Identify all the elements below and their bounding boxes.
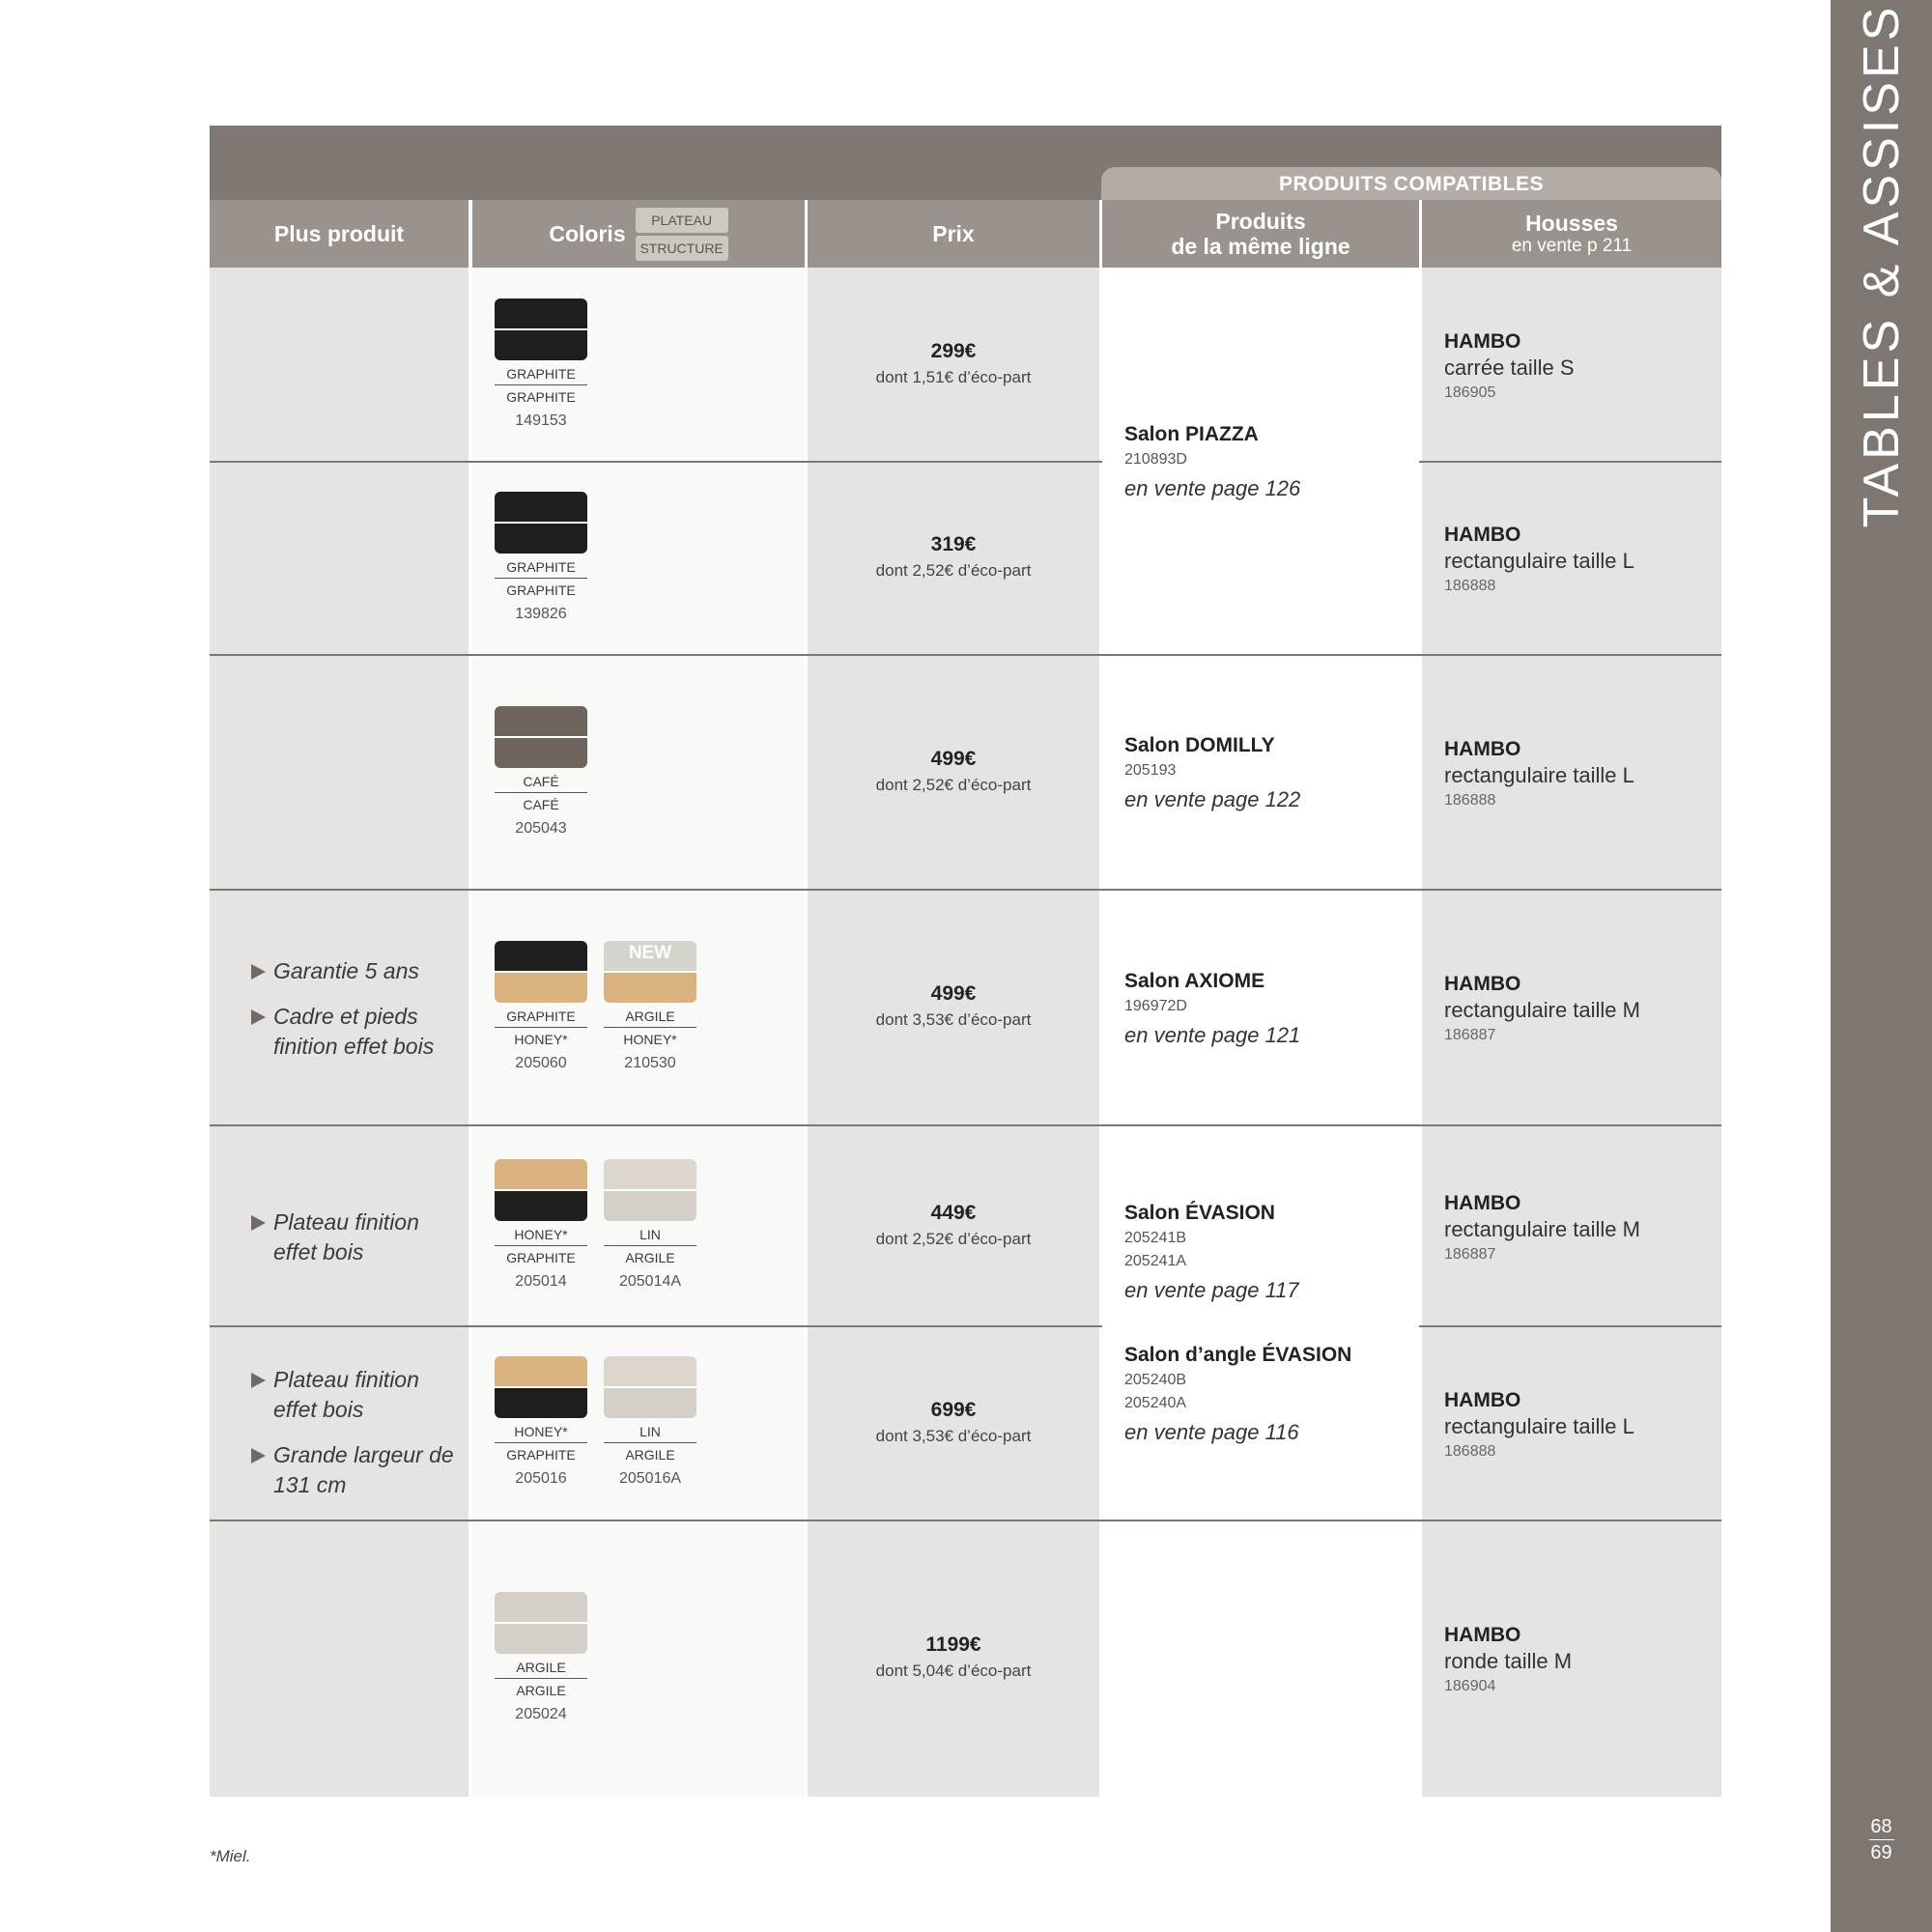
compatible-product-evasion — [1124, 1200, 1414, 1308]
color-swatch — [604, 1356, 696, 1418]
color-swatch — [495, 492, 587, 554]
header-housses — [1422, 200, 1721, 268]
eco-part: dont 3,53€ d’éco-part — [875, 1010, 1032, 1029]
header-produits-line2: de la même ligne — [1171, 234, 1350, 259]
plus-produit-list — [249, 1208, 467, 1283]
swatch-plateau-label: HONEY* — [495, 1224, 587, 1246]
plus-produit-list — [249, 956, 467, 1077]
swatch-reference: 139826 — [515, 606, 567, 622]
swatch-reference: 205043 — [515, 820, 567, 837]
eco-part: dont 2,52€ d’éco-part — [875, 561, 1032, 580]
swatch-reference: 205060 — [515, 1055, 567, 1071]
product-reference: 196972D — [1124, 998, 1187, 1014]
product-page: en vente page 126 — [1124, 476, 1301, 500]
color-swatch-group — [604, 941, 696, 1075]
swatch-structure-label: GRAPHITE — [506, 389, 576, 405]
price-cell — [808, 1632, 1099, 1684]
page-number-right: 69 — [1870, 1842, 1892, 1863]
page-numbers — [1831, 1814, 1932, 1865]
swatch-reference: 205024 — [515, 1706, 567, 1722]
housse-name: HAMBO — [1444, 1624, 1521, 1646]
color-swatch — [495, 1592, 587, 1654]
swatch-plateau-label: CAFÉ — [495, 771, 587, 793]
price-cell — [808, 1200, 1099, 1252]
new-badge: NEW — [628, 943, 672, 963]
compatible-product-angle-evasion — [1124, 1342, 1414, 1450]
compatible-products-header: PRODUITS COMPATIBLES — [1101, 167, 1721, 200]
header-plus-produit — [210, 200, 469, 268]
housse-name: HAMBO — [1444, 1389, 1521, 1411]
swatch-reference: 205014 — [515, 1273, 567, 1290]
row-divider — [210, 461, 1102, 463]
housse-reference: 186905 — [1444, 384, 1496, 401]
housse-reference: 186904 — [1444, 1678, 1496, 1694]
row-divider — [210, 1520, 1721, 1521]
swatch-structure-label: ARGILE — [625, 1250, 675, 1265]
product-name: Salon ÉVASION — [1124, 1202, 1275, 1224]
price-amount: 299€ — [930, 340, 977, 362]
price-amount: 449€ — [930, 1202, 977, 1224]
compatible-product-domilly — [1124, 732, 1414, 817]
coloris-legend — [636, 208, 728, 261]
housse-reference: 186888 — [1444, 792, 1496, 809]
row-divider — [1419, 461, 1721, 463]
price-amount: 1199€ — [925, 1634, 981, 1656]
swatch-reference: 205014A — [618, 1273, 682, 1290]
price-cell — [808, 531, 1099, 583]
color-swatch-group — [495, 706, 587, 840]
header-prix — [808, 200, 1099, 268]
swatch-plateau-label: HONEY* — [495, 1421, 587, 1443]
bullet-triangle-icon — [251, 1009, 266, 1025]
product-page: en vente page 117 — [1124, 1278, 1299, 1302]
legend-structure: STRUCTURE — [636, 236, 728, 261]
color-swatch-group — [495, 492, 587, 626]
bullet-triangle-icon — [251, 964, 266, 980]
product-reference: 205240A — [1124, 1395, 1187, 1411]
product-reference: 205193 — [1124, 762, 1177, 779]
swatch-reference: 205016A — [618, 1470, 682, 1487]
color-swatch-group — [495, 1356, 587, 1491]
price-amount: 499€ — [930, 982, 977, 1005]
product-reference: 205241A — [1124, 1253, 1187, 1269]
product-page: en vente page 121 — [1124, 1023, 1301, 1047]
header-coloris-label: Coloris — [549, 221, 626, 246]
row-divider — [210, 1124, 1721, 1126]
price-cell — [808, 746, 1099, 798]
housse-name: HAMBO — [1444, 524, 1521, 546]
swatch-structure-label: GRAPHITE — [506, 1447, 576, 1463]
swatch-structure-label: HONEY* — [514, 1032, 568, 1047]
color-swatch — [495, 1356, 587, 1418]
housse-cell — [1444, 328, 1719, 405]
color-swatch-group — [495, 298, 587, 433]
housse-name: HAMBO — [1444, 738, 1521, 760]
eco-part: dont 5,04€ d’éco-part — [875, 1662, 1032, 1680]
product-name: Salon AXIOME — [1124, 970, 1265, 992]
eco-part: dont 2,52€ d’éco-part — [875, 1230, 1032, 1248]
color-swatch-group — [604, 1356, 696, 1491]
swatch-plateau-label: GRAPHITE — [495, 1006, 587, 1028]
swatch-structure-label: CAFÉ — [523, 797, 559, 812]
housse-description: rectangulaire taille M — [1444, 998, 1640, 1022]
swatch-plateau-label: GRAPHITE — [495, 363, 587, 385]
housse-reference: 186888 — [1444, 1443, 1496, 1460]
housse-description: carrée taille S — [1444, 355, 1575, 380]
product-reference: 210893D — [1124, 451, 1187, 468]
price-amount: 699€ — [930, 1399, 977, 1421]
plus-produit-item — [249, 1002, 467, 1062]
product-name: Salon DOMILLY — [1124, 734, 1275, 756]
page-number-left: 68 — [1870, 1816, 1892, 1837]
header-produits — [1102, 200, 1419, 268]
housse-description: rectangulaire taille M — [1444, 1217, 1640, 1241]
product-name: Salon d’angle ÉVASION — [1124, 1344, 1352, 1366]
header-prix-label: Prix — [932, 221, 975, 246]
header-produits-line1: Produits — [1215, 209, 1306, 234]
swatch-reference: 205016 — [515, 1470, 567, 1487]
housse-cell — [1444, 971, 1719, 1047]
row-divider — [210, 654, 1721, 656]
swatch-reference: 149153 — [515, 412, 567, 429]
housse-cell — [1444, 522, 1719, 598]
footnote: *Miel. — [210, 1847, 251, 1865]
bullet-triangle-icon — [251, 1373, 266, 1388]
price-amount: 319€ — [930, 533, 977, 555]
product-reference: 205240B — [1124, 1372, 1187, 1388]
housse-description: rectangulaire taille L — [1444, 763, 1634, 787]
eco-part: dont 1,51€ d’éco-part — [875, 368, 1032, 386]
price-cell — [808, 980, 1099, 1033]
plus-produit-item — [249, 1440, 467, 1500]
housse-cell — [1444, 1622, 1719, 1698]
swatch-plateau-label: ARGILE — [604, 1006, 696, 1028]
housse-description: rectangulaire taille L — [1444, 549, 1634, 573]
plus-produit-item — [249, 956, 467, 986]
color-swatch — [495, 706, 587, 768]
color-swatch-group — [604, 1159, 696, 1293]
product-reference: 205241B — [1124, 1230, 1187, 1246]
color-swatch-group — [495, 941, 587, 1075]
plus-produit-text: Plateau finition effet bois — [273, 1367, 419, 1422]
plus-produit-text: Garantie 5 ans — [273, 958, 419, 983]
plus-produit-item — [249, 1208, 467, 1267]
legend-plateau: PLATEAU — [636, 208, 728, 233]
price-amount: 499€ — [930, 748, 977, 770]
plus-produit-text: Cadre et pieds finition effet bois — [273, 1004, 435, 1059]
housse-reference: 186888 — [1444, 578, 1496, 594]
row-divider — [210, 1325, 1102, 1327]
bullet-triangle-icon — [251, 1215, 266, 1231]
housse-description: rectangulaire taille L — [1444, 1414, 1634, 1438]
color-swatch-group — [495, 1159, 587, 1293]
plus-produit-text: Grande largeur de 131 cm — [273, 1442, 454, 1497]
header-plus-label: Plus produit — [273, 221, 405, 246]
color-swatch-group — [495, 1592, 587, 1726]
color-swatch — [495, 1159, 587, 1221]
housse-reference: 186887 — [1444, 1246, 1496, 1263]
section-title: TABLES & ASSISES — [1854, 3, 1910, 528]
product-name: Salon PIAZZA — [1124, 423, 1259, 445]
plus-produit-text: Plateau finition effet bois — [273, 1209, 419, 1264]
header-housses-sub: en vente p 211 — [1511, 236, 1633, 256]
swatch-plateau-label: LIN — [604, 1224, 696, 1246]
plus-produit-list — [249, 1365, 467, 1516]
housse-name: HAMBO — [1444, 330, 1521, 353]
swatch-structure-label: GRAPHITE — [506, 1250, 576, 1265]
color-swatch — [495, 941, 587, 1003]
row-divider — [1419, 1325, 1721, 1327]
eco-part: dont 3,53€ d’éco-part — [875, 1427, 1032, 1445]
swatch-structure-label: ARGILE — [516, 1683, 566, 1698]
swatch-structure-label: ARGILE — [625, 1447, 675, 1463]
housse-name: HAMBO — [1444, 973, 1521, 995]
color-swatch — [495, 298, 587, 360]
housse-cell — [1444, 1387, 1719, 1463]
product-page: en vente page 116 — [1124, 1420, 1299, 1444]
housse-name: HAMBO — [1444, 1192, 1521, 1214]
housse-cell — [1444, 1190, 1719, 1266]
header-coloris — [472, 200, 805, 268]
color-swatch — [604, 941, 696, 1003]
swatch-plateau-label: LIN — [604, 1421, 696, 1443]
swatch-reference: 210530 — [624, 1055, 676, 1071]
header-housses-label: Housses — [1525, 211, 1618, 236]
product-page: en vente page 122 — [1124, 787, 1301, 811]
housse-cell — [1444, 736, 1719, 812]
swatch-plateau-label: ARGILE — [495, 1657, 587, 1679]
row-divider — [210, 889, 1721, 891]
eco-part: dont 2,52€ d’éco-part — [875, 776, 1032, 794]
compatible-product-axiome — [1124, 968, 1414, 1053]
price-cell — [808, 1397, 1099, 1449]
housse-reference: 186887 — [1444, 1027, 1496, 1043]
swatch-structure-label: GRAPHITE — [506, 582, 576, 598]
housse-description: ronde taille M — [1444, 1649, 1573, 1673]
bullet-triangle-icon — [251, 1448, 266, 1463]
compatible-product-piazza — [1124, 421, 1414, 506]
price-cell — [808, 338, 1099, 390]
plus-produit-item — [249, 1365, 467, 1425]
color-swatch — [604, 1159, 696, 1221]
swatch-plateau-label: GRAPHITE — [495, 556, 587, 579]
swatch-structure-label: HONEY* — [623, 1032, 677, 1047]
